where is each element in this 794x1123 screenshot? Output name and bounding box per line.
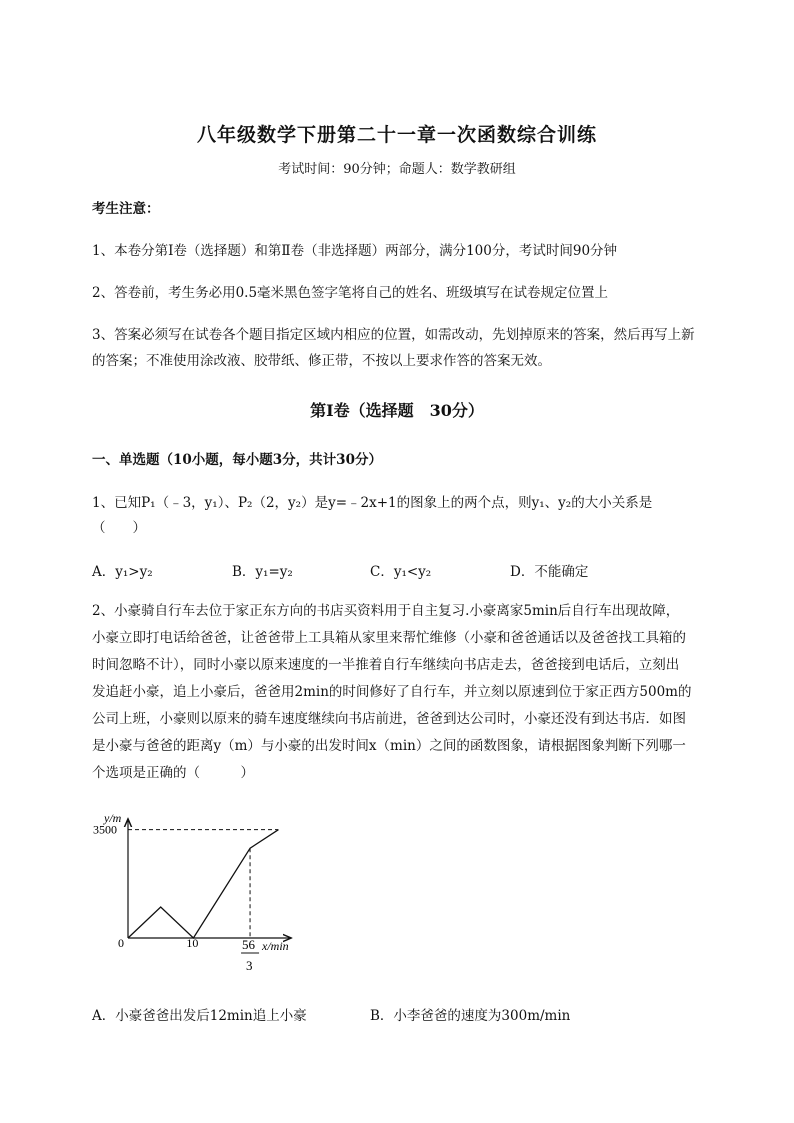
notice-heading: 考生注意： xyxy=(92,201,160,217)
part-heading: 一、单选题（10小题，每小题3分，共计30分） xyxy=(92,452,382,468)
page-subtitle: 考试时间：90分钟；命题人：数学教研组 xyxy=(278,162,516,177)
section-title: 第I卷（选择题 30分） xyxy=(310,401,484,420)
q1-option-b: B．y₁=y₂ xyxy=(232,564,293,580)
q2-line-3: 时间忽略不计），同时小豪以原来速度的一半推着自行车继续向书店走去，爸爸接到电话后，立刻出 xyxy=(92,657,680,673)
q1-option-c: C．y₁<y₂ xyxy=(370,564,432,580)
q2-line-2: 小豪立即打电话给爸爸，让爸爸带上工具箱从家里来帮忙维修（小豪和爸爸通话以及爸爸找工具箱的 xyxy=(92,630,686,646)
y-tick-3500: 3500 xyxy=(93,822,117,837)
q2-line-7: 个选项是正确的（ ） xyxy=(92,765,254,781)
notice-item-2: 2、答卷前，考生务必用0.5毫米黑色签字笔将自己的姓名、班级填写在试卷规定位置上 xyxy=(92,285,609,301)
page-title: 八年级数学下册第二十一章一次函数综合训练 xyxy=(196,124,597,146)
q1-stem: 1、已知P₁（﹣3，y₁）、P₂（2，y₂）是y=﹣2x+1的图象上的两个点，则y₁、y₂的大小关系是 xyxy=(92,495,653,511)
notice-item-3: 3、答案必须写在试卷各个题目指定区域内相应的位置，如需改动，先划掉原来的答案，然后再写上新 xyxy=(92,327,695,343)
q1-option-d: D．不能确定 xyxy=(510,564,589,580)
q2-option-b: B．小李爸爸的速度为300m/min xyxy=(370,1008,571,1024)
x-tick-56-num: 56 xyxy=(242,937,256,952)
series-line xyxy=(128,830,278,938)
q2-line-1: 2、小豪骑自行车去位于家正东方向的书店买资料用于自主复习.小豪离家5min后自行车出现故障， xyxy=(92,603,680,619)
x-axis-label: x/min xyxy=(262,939,289,953)
q2-line-6: 是小豪与爸爸的距离y（m）与小豪的出发时间x（min）之间的函数图象，请根据图象判断下列哪一 xyxy=(92,738,686,754)
y-axis-label: y/m xyxy=(104,811,122,825)
q2-option-a: A．小豪爸爸出发后12min追上小豪 xyxy=(92,1008,307,1024)
x-tick-10: 10 xyxy=(186,936,199,950)
notice-item-1: 1、本卷分第I卷（选择题）和第Ⅱ卷（非选择题）两部分，满分100分，考试时间90分钟 xyxy=(92,243,618,259)
q2-line-5: 公司上班，小豪则以原来的骑车速度继续向书店前进，爸爸到达公司时，小豪还没有到达书店．如图 xyxy=(92,711,686,727)
q1-option-a: A．y₁>y₂ xyxy=(92,564,153,580)
distance-time-graph xyxy=(90,800,320,985)
origin-label: 0 xyxy=(118,936,124,950)
x-tick-56-den: 3 xyxy=(246,958,253,973)
notice-item-3-cont: 的答案；不准使用涂改液、胶带纸、修正带，不按以上要求作答的答案无效。 xyxy=(92,353,551,369)
q2-line-4: 发追赶小豪，追上小豪后，爸爸用2min的时间修好了自行车，并立刻以原速到位于家正西方500m的 xyxy=(92,684,692,700)
q1-blank: （ ） xyxy=(92,520,146,536)
